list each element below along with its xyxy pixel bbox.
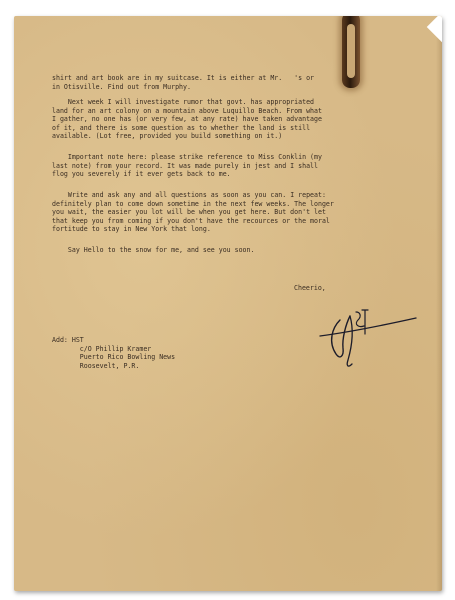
letter-paragraph-3: Important note here: please strike reference to Miss Conklin (my last note) from your record. It was made purely in jest and I shall flog you severely if it ever gets back to me. <box>52 153 322 179</box>
letter-closing: Cheerio, <box>294 284 326 292</box>
letter-paragraph-5: Say Hello to the snow for me, and see you soon. <box>52 246 255 254</box>
letter-paragraph-1: shirt and art book are in my suitcase. It is either at Mr. 's or in Otisville. Find out from Murphy. <box>52 74 315 91</box>
address-block: Add: HST c/O Phillip Kramer Puerto Rico Bowling News Roosevelt, P.R. <box>52 336 176 370</box>
page-edge-shadow <box>436 16 442 591</box>
paperclip-rust-stain-center <box>347 24 355 78</box>
letter-paragraph-2: Next week I will investigate rumor that govt. has appropriated land for an art colony on a mountain above Luquillo Beach. From what I gather, no one has (or very few, at any rate) have taken advantage of it, and there is some question as to whether the land is still available. (Lot free, provided you build something on it.) <box>52 98 322 141</box>
letter-paragraph-4: Write and ask any and all questions as soon as you can. I repeat: definitely plan to come down sometime in the next few weeks. The longer you wait, the easier you lot will be when you get here. But don't let that keep you from coming if you don't have the recources or the moral fortitude to stay in New York that long. <box>52 191 334 234</box>
letter-page <box>14 16 442 591</box>
